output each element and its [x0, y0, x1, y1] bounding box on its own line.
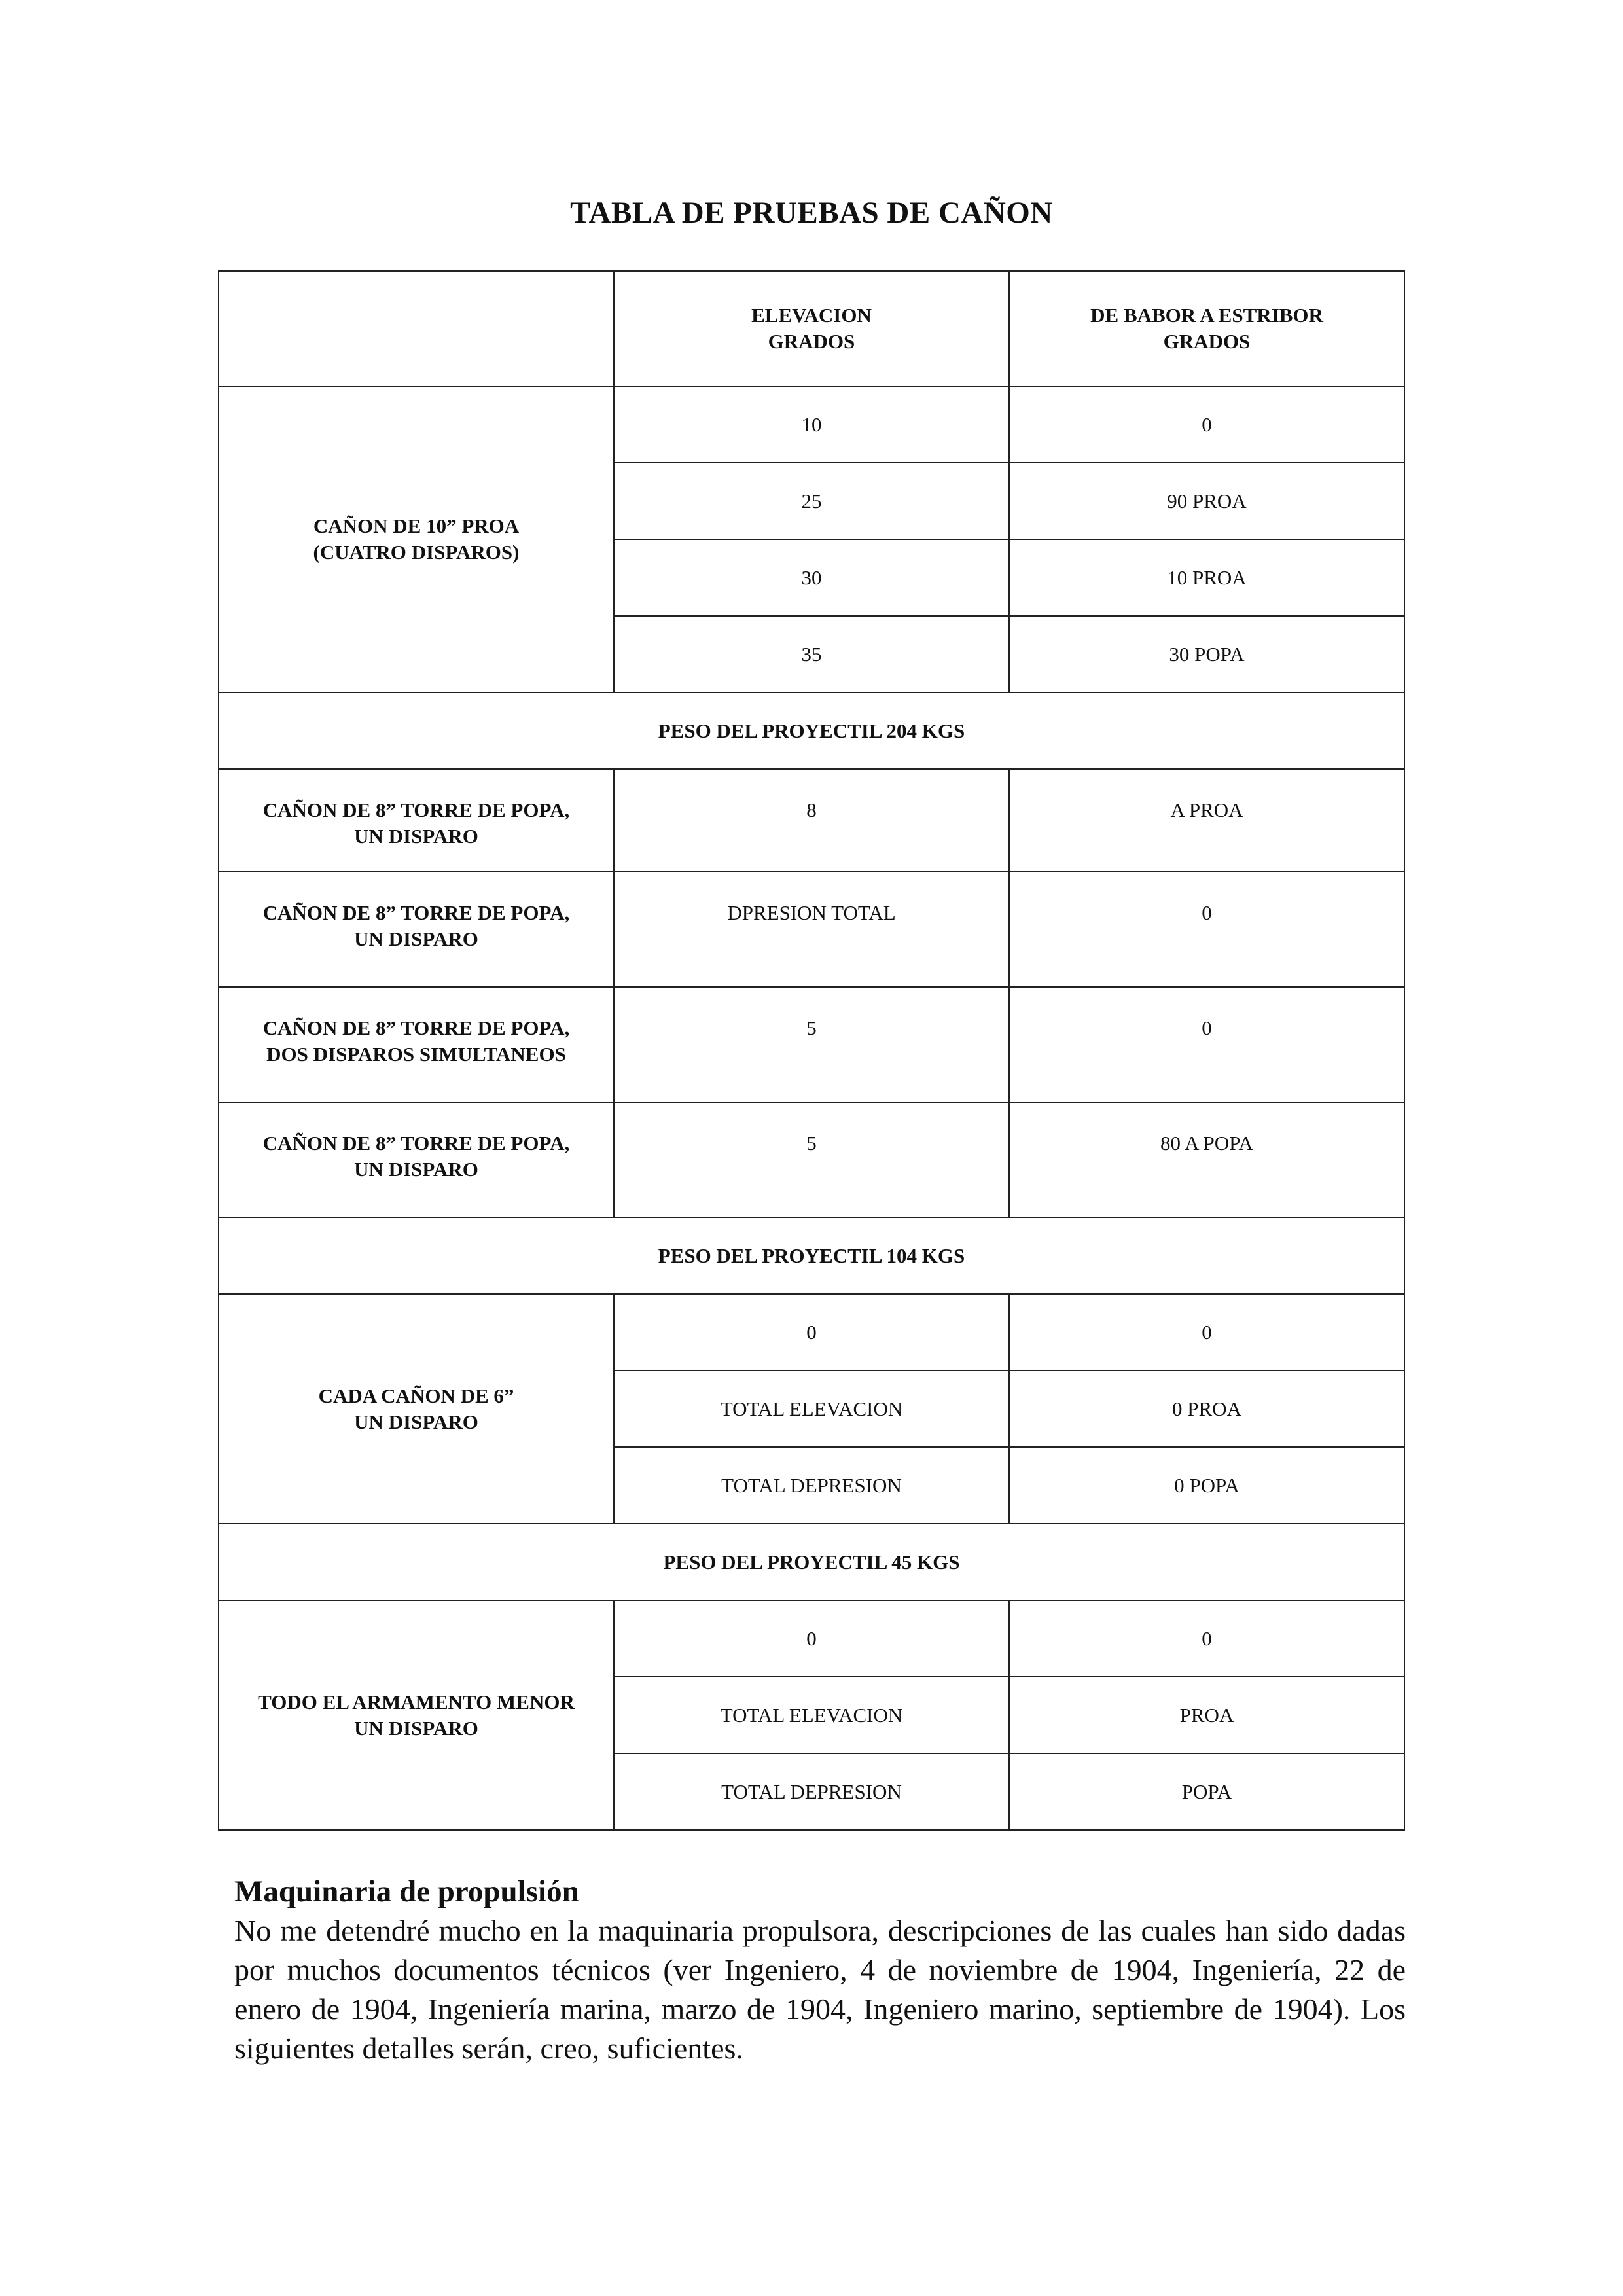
babor-cell: PROA [1009, 1677, 1404, 1753]
table-row [219, 386, 1404, 463]
elevacion-cell: 30 [614, 539, 1009, 616]
babor-cell: 0 [1009, 1600, 1404, 1677]
table-row [219, 1294, 1404, 1371]
elevacion-cell: TOTAL ELEVACION [614, 1677, 1009, 1753]
peso-proyectil-204: PESO DEL PROYECTIL 204 KGS [219, 692, 1404, 769]
elevacion-cell: TOTAL DEPRESION [614, 1447, 1009, 1524]
table-row [219, 872, 1404, 987]
elevacion-cell: DPRESION TOTAL [614, 872, 1009, 987]
babor-cell: POPA [1009, 1753, 1404, 1830]
gun-label-8in: CAÑON DE 8” TORRE DE POPA, UN DISPARO [219, 872, 614, 987]
elevacion-cell: 5 [614, 987, 1009, 1102]
table-row [219, 769, 1404, 872]
gun-label-armamento-menor: TODO EL ARMAMENTO MENOR UN DISPARO [219, 1600, 614, 1830]
elevacion-cell: TOTAL ELEVACION [614, 1371, 1009, 1447]
elevacion-cell: 8 [614, 769, 1009, 872]
babor-cell: 0 [1009, 386, 1404, 463]
babor-cell: A PROA [1009, 769, 1404, 872]
section-heading: Maquinaria de propulsión [234, 1874, 579, 1909]
elevacion-cell: 0 [614, 1600, 1009, 1677]
propulsion-section [234, 1872, 1406, 2068]
babor-cell: 90 PROA [1009, 463, 1404, 539]
gun-test-table [218, 270, 1405, 1831]
elevacion-cell: 25 [614, 463, 1009, 539]
elevacion-cell: 0 [614, 1294, 1009, 1371]
peso-proyectil-104: PESO DEL PROYECTIL 104 KGS [219, 1217, 1404, 1294]
gun-label-8in: CAÑON DE 8” TORRE DE POPA, UN DISPARO [219, 769, 614, 872]
section-paragraph: No me detendré mucho en la maquinaria propulsora, descripciones de las cuales han sido dadas por muchos documentos técnicos (ver Ingeniero, 4 de noviembre de 1904, Ingeniería, 22 de enero de 1904, Ingeniería marina, marzo de 1904, Ingeniero marino, septiembre de 1904). Los siguientes detalles serán, creo, suficientes. [234, 1914, 1406, 2065]
page-title: TABLA DE PRUEBAS DE CAÑON [570, 196, 1053, 230]
babor-cell: 30 POPA [1009, 616, 1404, 692]
babor-cell: 0 [1009, 1294, 1404, 1371]
header-elevacion: ELEVACION GRADOS [614, 271, 1009, 386]
babor-cell: 0 [1009, 987, 1404, 1102]
table-row [219, 1600, 1404, 1677]
babor-cell: 0 [1009, 872, 1404, 987]
gun-label-8in: CAÑON DE 8” TORRE DE POPA, DOS DISPAROS SIMULTANEOS [219, 987, 614, 1102]
header-empty-cell [219, 271, 614, 386]
table-header-row [219, 271, 1404, 386]
babor-cell: 80 A POPA [1009, 1102, 1404, 1217]
babor-cell: 10 PROA [1009, 539, 1404, 616]
peso-proyectil-45: PESO DEL PROYECTIL 45 KGS [219, 1524, 1404, 1600]
elevacion-cell: 5 [614, 1102, 1009, 1217]
elevacion-cell: TOTAL DEPRESION [614, 1753, 1009, 1830]
peso-row [219, 692, 1404, 769]
peso-row [219, 1217, 1404, 1294]
table-row [219, 1102, 1404, 1217]
gun-label-10in: CAÑON DE 10” PROA (CUATRO DISPAROS) [219, 386, 614, 692]
gun-label-8in: CAÑON DE 8” TORRE DE POPA, UN DISPARO [219, 1102, 614, 1217]
gun-label-6in: CADA CAÑON DE 6” UN DISPARO [219, 1294, 614, 1524]
table-row [219, 987, 1404, 1102]
header-babor-estribor: DE BABOR A ESTRIBOR GRADOS [1009, 271, 1404, 386]
elevacion-cell: 35 [614, 616, 1009, 692]
babor-cell: 0 POPA [1009, 1447, 1404, 1524]
elevacion-cell: 10 [614, 386, 1009, 463]
peso-row [219, 1524, 1404, 1600]
babor-cell: 0 PROA [1009, 1371, 1404, 1447]
